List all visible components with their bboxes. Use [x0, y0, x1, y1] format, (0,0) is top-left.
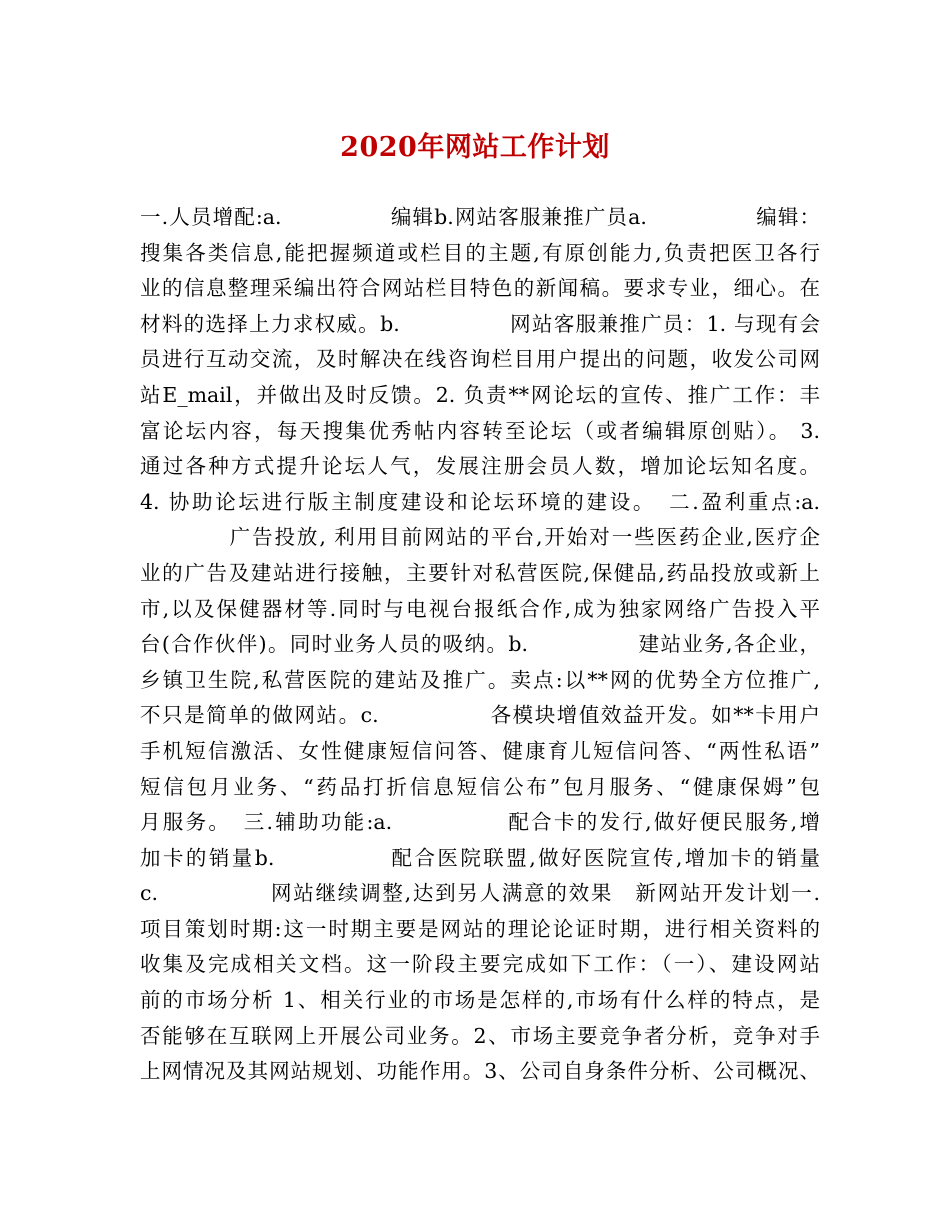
- document-body: [140, 200, 820, 1090]
- text-line: 搜集各类信息,能把握频道或栏目的主题,有原创能力,负责把医卫各行: [140, 240, 820, 265]
- text-line: 广告投放, 利用目前网站的平台,开始对一些医药企业,医疗企: [140, 525, 820, 550]
- text-line: 员进行互动交流，及时解决在线咨询栏目用户提出的问题，收发公司网: [140, 347, 820, 372]
- text-line: 前的市场分析 1、相关行业的市场是怎样的,市场有什么样的特点，是: [140, 988, 820, 1013]
- text-line: 一.人员增配:a. 编辑b.网站客服兼推广员a. 编辑：: [140, 205, 820, 229]
- text-line: 收集及完成相关文档。这一阶段主要完成如下工作：（一）、建设网站: [140, 952, 820, 977]
- text-line: 乡镇卫生院,私营医院的建站及推广。卖点:以**网的优势全方位推广,: [140, 667, 820, 692]
- text-line: 市,以及保健器材等.同时与电视台报纸合作,成为独家网络广告投入平: [140, 596, 820, 621]
- text-line: 否能够在互联网上开展公司业务。2、市场主要竞争者分析，竞争对手: [140, 1023, 820, 1048]
- text-line: 材料的选择上力求权威。b. 网站客服兼推广员：1. 与现有会: [140, 311, 820, 336]
- text-line: 月服务。 三.辅助功能:a. 配合卡的发行,做好便民服务,增: [140, 810, 820, 835]
- text-line: 业的广告及建站进行接触，主要针对私营医院,保健品,药品投放或新上: [140, 560, 820, 585]
- text-line: 富论坛内容，每天搜集优秀帖内容转至论坛（或者编辑原创贴）。 3.: [140, 418, 820, 443]
- text-line: 短信包月业务、“药品打折信息短信公布”包月服务、“健康保姆”包: [140, 774, 820, 799]
- text-line: 项目策划时期:这一时期主要是网站的理论论证时期，进行相关资料的: [140, 916, 820, 941]
- text-line: 台(合作伙伴)。同时业务人员的吸纳。b. 建站业务,各企业，: [140, 632, 820, 657]
- page-title: 2020年网站工作计划: [340, 132, 610, 163]
- text-line: 4. 协助论坛进行版主制度建设和论坛环境的建设。 二.盈利重点:a.: [140, 489, 820, 514]
- text-line: 加卡的销量b. 配合医院联盟,做好医院宣传,增加卡的销量: [140, 845, 820, 870]
- text-line: 站E_mail，并做出及时反馈。2. 负责**网论坛的宣传、推广工作：丰: [140, 382, 820, 407]
- text-line: 业的信息整理采编出符合网站栏目特色的新闻稿。要求专业，细心。在: [140, 276, 820, 301]
- text-line: 不只是简单的做网站。c. 各模块增值效益开发。如**卡用户: [140, 703, 820, 728]
- text-line: 上网情况及其网站规划、功能作用。3、公司自身条件分析、公司概况、: [140, 1059, 820, 1084]
- text-line: 通过各种方式提升论坛人气，发展注册会员人数，增加论坛知名度。: [140, 454, 820, 479]
- text-line: c. 网站继续调整,达到另人满意的效果 新网站开发计划一.: [140, 881, 820, 906]
- text-line: 手机短信激活、女性健康短信问答、健康育儿短信问答、“两性私语”: [140, 738, 820, 763]
